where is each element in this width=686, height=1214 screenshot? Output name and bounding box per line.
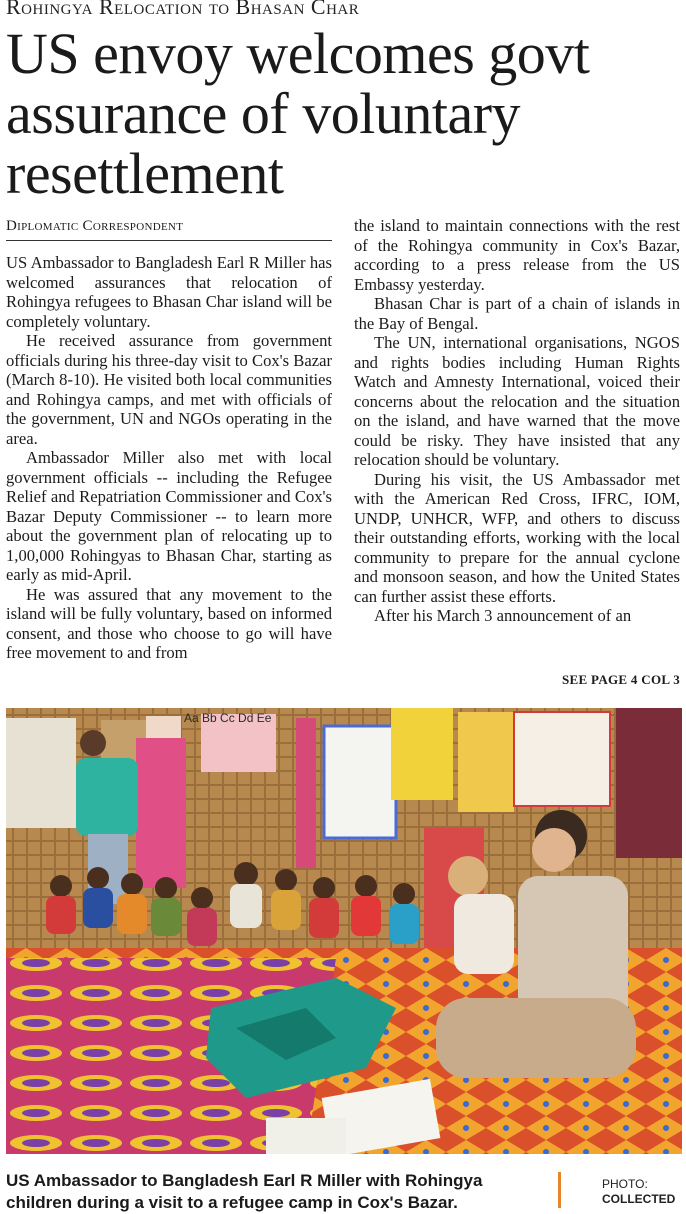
paragraph: He was assured that any movement to the island will be fully voluntary, based on informed consent, and those who choose to go will have free movement to and from bbox=[6, 584, 332, 662]
paragraph: He received assurance from government officials during his three-day visit to Cox's Bazar (March 8-10). He visited both local communities and Rohingya camps, and met with officials of the government, UN and NGOs operating in the area. bbox=[6, 331, 332, 448]
article-column-1 bbox=[6, 253, 332, 663]
wall-alphabet-chart: Aa Bb Cc Dd Ee bbox=[184, 711, 272, 725]
caption-divider bbox=[558, 1172, 561, 1208]
photo-credit bbox=[602, 1177, 675, 1207]
article-column-2 bbox=[354, 216, 680, 626]
paragraph: the island to maintain connections with the rest of the Rohingya community in Cox's Bazar, according to a press release from the US Embassy yesterday. bbox=[354, 216, 680, 294]
classroom-photo bbox=[6, 708, 682, 1154]
paragraph: After his March 3 announcement of an bbox=[374, 606, 632, 625]
paragraph: US Ambassador to Bangladesh Earl R Miller has welcomed assurances that relocation of Rohingya refugees to Bhasan Char island will be completely voluntary. bbox=[6, 253, 332, 331]
credit-value: COLLECTED bbox=[602, 1192, 676, 1206]
paragraph: During his visit, the US Ambassador met with the American Red Cross, IFRC, IOM, UNDP, UNHCR, WFP, and others to discuss their outstanding efforts, working with the local community to prepare for the annual cyclone and monsoon season, and how the United States can further assist these efforts. bbox=[354, 469, 680, 606]
news-photo bbox=[6, 708, 682, 1154]
byline: Diplomatic Correspondent bbox=[6, 218, 332, 241]
paragraph: Bhasan Char is part of a chain of islands in the Bay of Bengal. bbox=[354, 294, 680, 333]
paragraph: The UN, international organisations, NGOS and rights bodies including Human Rights Watch and Amnesty International, voiced their concerns about the relocation and the situation on the island, and have warned that the move could be risky. They have insisted that any relocation should be voluntary. bbox=[354, 333, 680, 469]
photo-caption: US Ambassador to Bangladesh Earl R Miller with Rohingya children during a visit to a refugee camp in Cox's Bazar. bbox=[6, 1171, 483, 1212]
headline: US envoy welcomes govt assurance of voluntary resettlement bbox=[6, 21, 590, 206]
paragraph: Ambassador Miller also met with local government officials -- including the Refugee Relief and Repatriation Commissioner and Cox's Bazar Deputy Commissioner -- to learn more about the government plan of relocating up to 1,00,000 Rohingyas to Bhasan Char, starting as early as mid-April. bbox=[6, 448, 332, 584]
credit-label: PHOTO: bbox=[602, 1177, 648, 1191]
section-kicker: Rohingya Relocation to Bhasan Char bbox=[6, 0, 360, 19]
continuation-note: SEE PAGE 4 COL 3 bbox=[562, 672, 680, 687]
